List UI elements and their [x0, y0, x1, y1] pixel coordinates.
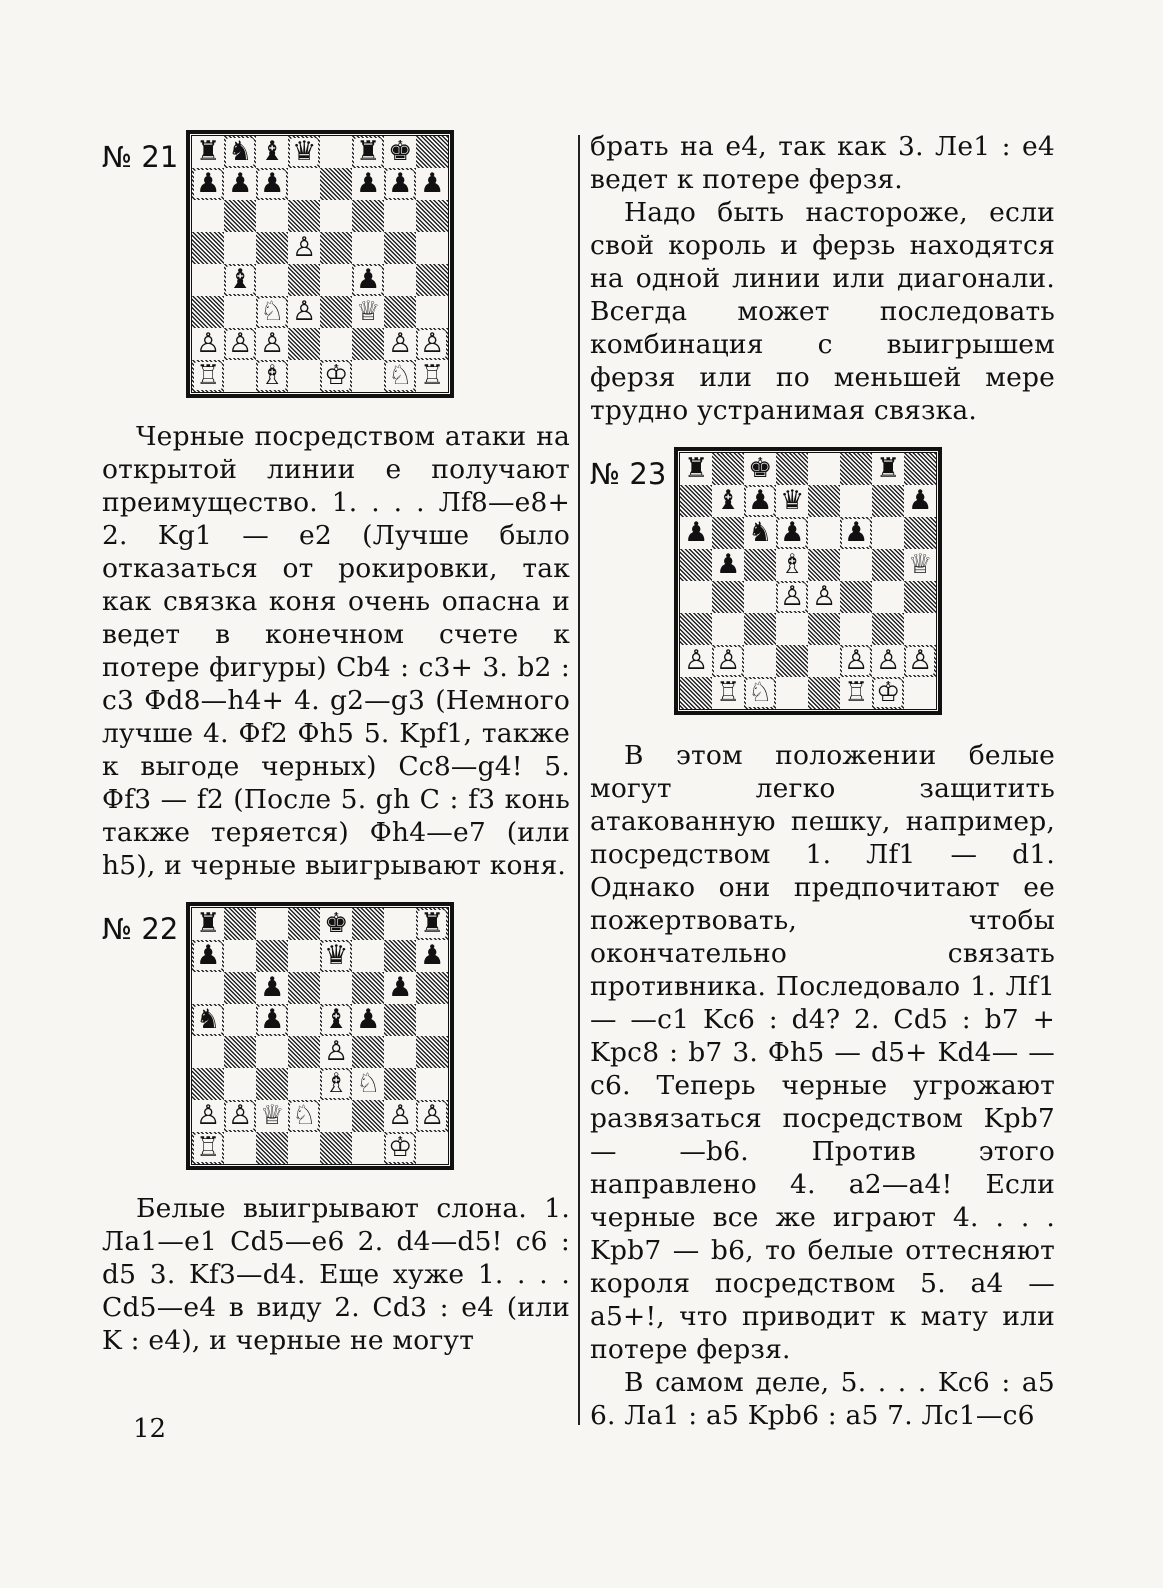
board-square — [680, 517, 712, 549]
white-pawn-icon: ♙ — [876, 645, 901, 676]
board-square — [416, 296, 448, 328]
board-square — [872, 549, 904, 581]
board-square — [192, 200, 224, 232]
black-queen-icon: ♛ — [292, 136, 317, 167]
left-column — [102, 130, 570, 1357]
board-square — [352, 1068, 384, 1100]
black-rook-icon: ♜ — [356, 136, 381, 167]
board-square — [224, 1132, 256, 1164]
black-rook-icon: ♜ — [684, 453, 709, 484]
board-square — [352, 972, 384, 1004]
black-king-icon: ♚ — [324, 908, 349, 939]
board-square — [384, 328, 416, 360]
board-square — [224, 168, 256, 200]
white-pawn-icon: ♙ — [292, 232, 317, 263]
board-square — [288, 264, 320, 296]
black-pawn-icon: ♟ — [356, 168, 381, 199]
diagram-22-label: № 22 — [102, 912, 179, 946]
board-square — [256, 328, 288, 360]
board-square — [384, 1004, 416, 1036]
board-square — [744, 613, 776, 645]
board-square — [320, 972, 352, 1004]
chessboard-23-frame — [674, 447, 942, 715]
black-pawn-icon: ♟ — [356, 1004, 381, 1035]
diagram-22 — [102, 902, 570, 1170]
continuation-paragraph: брать на e4, так как 3. Лe1 : e4 ведет к потере ферзя. — [590, 131, 1055, 195]
black-pawn-icon: ♟ — [228, 168, 253, 199]
board-square — [352, 200, 384, 232]
board-square — [256, 360, 288, 392]
board-square — [224, 296, 256, 328]
board-square — [320, 136, 352, 168]
board-square — [352, 296, 384, 328]
board-square — [320, 168, 352, 200]
board-square — [416, 1068, 448, 1100]
board-square — [192, 1036, 224, 1068]
board-square — [872, 677, 904, 709]
board-square — [352, 908, 384, 940]
board-square — [384, 1068, 416, 1100]
black-pawn-icon: ♟ — [780, 517, 805, 548]
board-square — [416, 1036, 448, 1068]
board-square — [416, 200, 448, 232]
board-square — [680, 549, 712, 581]
black-pawn-icon: ♟ — [748, 485, 773, 516]
board-square — [224, 360, 256, 392]
board-square — [352, 1004, 384, 1036]
board-square — [192, 264, 224, 296]
board-square — [744, 677, 776, 709]
board-square — [808, 645, 840, 677]
board-square — [840, 581, 872, 613]
board-square — [288, 972, 320, 1004]
board-square — [256, 232, 288, 264]
board-square — [416, 136, 448, 168]
white-pawn-icon: ♙ — [684, 645, 709, 676]
board-square — [192, 1132, 224, 1164]
board-square — [840, 613, 872, 645]
board-square — [384, 232, 416, 264]
board-square — [776, 581, 808, 613]
board-square — [680, 613, 712, 645]
board-square — [224, 972, 256, 1004]
chessboard-22-frame — [186, 902, 454, 1170]
board-square — [416, 168, 448, 200]
board-square — [904, 549, 936, 581]
white-pawn-icon: ♙ — [844, 645, 869, 676]
white-pawn-icon: ♙ — [196, 1100, 221, 1131]
white-king-icon: ♔ — [324, 360, 349, 391]
board-square — [384, 1132, 416, 1164]
board-square — [192, 136, 224, 168]
white-rook-icon: ♖ — [196, 360, 221, 391]
board-square — [352, 264, 384, 296]
board-square — [776, 645, 808, 677]
diagram-23-label: № 23 — [590, 457, 667, 491]
board-square — [288, 940, 320, 972]
white-rook-icon: ♖ — [716, 677, 741, 708]
board-square — [320, 1100, 352, 1132]
board-square — [320, 200, 352, 232]
board-square — [320, 908, 352, 940]
board-square — [224, 1036, 256, 1068]
black-pawn-icon: ♟ — [684, 517, 709, 548]
board-square — [288, 1036, 320, 1068]
white-pawn-icon: ♙ — [388, 328, 413, 359]
board-square — [384, 908, 416, 940]
white-pawn-icon: ♙ — [228, 1100, 253, 1131]
white-knight-icon: ♘ — [356, 1068, 381, 1099]
board-square — [320, 1068, 352, 1100]
black-pawn-icon: ♟ — [196, 940, 221, 971]
white-pawn-icon: ♙ — [908, 645, 933, 676]
black-bishop-icon: ♝ — [228, 264, 253, 295]
white-rook-icon: ♖ — [844, 677, 869, 708]
white-queen-icon: ♕ — [356, 296, 381, 327]
board-square — [352, 1100, 384, 1132]
board-square — [808, 581, 840, 613]
white-knight-icon: ♘ — [260, 296, 285, 327]
board-square — [712, 613, 744, 645]
board-square — [192, 1004, 224, 1036]
board-square — [808, 549, 840, 581]
board-square — [712, 485, 744, 517]
board-square — [288, 1100, 320, 1132]
board-square — [840, 645, 872, 677]
board-square — [808, 613, 840, 645]
black-pawn-icon: ♟ — [908, 485, 933, 516]
board-square — [288, 1004, 320, 1036]
board-square — [872, 613, 904, 645]
board-square — [320, 296, 352, 328]
board-square — [712, 645, 744, 677]
board-square — [192, 328, 224, 360]
black-rook-icon: ♜ — [196, 908, 221, 939]
white-pawn-icon: ♙ — [260, 328, 285, 359]
white-pawn-icon: ♙ — [388, 1100, 413, 1131]
page-number: 12 — [133, 1414, 167, 1444]
black-rook-icon: ♜ — [420, 908, 445, 939]
white-bishop-icon: ♗ — [260, 360, 285, 391]
black-bishop-icon: ♝ — [716, 485, 741, 516]
commentary-21: Черные посредством атаки на открытой линии e получают преимущество. 1. . . . Лf8—e8+ 2. Kg1 — e2 (Лучше было отказаться от рокировки, так как связка коня очень опасна и ведет в конечном счете к потере фигуры) Cb4 : c3+ 3. b2 : c3 Фd8—h4+ 4. g2—g3 (Немного лучше 4. Фf2 Фh5 5. Kpf1, также к выгоде черных) Cc8—g4! 5. Фf3 — f2 (После 5. gh C : f3 конь также теряется) Фh4—e7 (или h5), и черные выигрывают коня. — [102, 421, 570, 881]
board-square — [840, 549, 872, 581]
white-pawn-icon: ♙ — [228, 328, 253, 359]
board-square — [224, 1068, 256, 1100]
board-square — [192, 908, 224, 940]
board-square — [384, 972, 416, 1004]
black-rook-icon: ♜ — [876, 453, 901, 484]
black-bishop-icon: ♝ — [324, 1004, 349, 1035]
board-square — [744, 517, 776, 549]
white-queen-icon: ♕ — [260, 1100, 285, 1131]
board-square — [256, 908, 288, 940]
board-square — [384, 136, 416, 168]
board-square — [320, 232, 352, 264]
board-square — [904, 677, 936, 709]
board-square — [680, 581, 712, 613]
board-square — [224, 328, 256, 360]
board-square — [288, 168, 320, 200]
board-square — [320, 940, 352, 972]
board-square — [384, 940, 416, 972]
board-square — [192, 1100, 224, 1132]
board-square — [288, 908, 320, 940]
board-square — [352, 328, 384, 360]
board-square — [776, 549, 808, 581]
board-square — [320, 264, 352, 296]
black-rook-icon: ♜ — [196, 136, 221, 167]
board-square — [712, 677, 744, 709]
board-square — [384, 168, 416, 200]
white-king-icon: ♔ — [388, 1132, 413, 1163]
board-square — [744, 645, 776, 677]
black-king-icon: ♚ — [748, 453, 773, 484]
board-square — [352, 1132, 384, 1164]
board-square — [416, 1100, 448, 1132]
white-pawn-icon: ♙ — [292, 296, 317, 327]
board-square — [192, 360, 224, 392]
white-queen-icon: ♕ — [908, 549, 933, 580]
right-column — [590, 130, 1055, 1432]
black-pawn-icon: ♟ — [260, 168, 285, 199]
board-square — [680, 485, 712, 517]
board-square — [256, 264, 288, 296]
board-square — [712, 517, 744, 549]
board-square — [224, 136, 256, 168]
board-square — [872, 581, 904, 613]
board-square — [904, 645, 936, 677]
board-square — [712, 549, 744, 581]
commentary-23: В этом положении белые могут легко защитить атакованную пешку, например, посредством 1. Лf1 — d1. Однако они предпочитают ее пожертвовать, чтобы окончательно связать противника. Последовало 1. Лf1— —c1 Kc6 : d4? 2. Cd5 : b7 + Kpc8 : b7 3. Фh5 — d5+ Kd4— —c6. Теперь черные угрожают развязаться посредством Kpb7— —b6. Против этого направлено 4. a2—a4! Если черные все же играют 4. . . . Kpb7 — b6, то белые оттесняют короля посредством 5. a4 — a5+!, что приводит к мату или потере ферзя. — [590, 740, 1055, 1365]
board-square — [192, 972, 224, 1004]
black-knight-icon: ♞ — [196, 1004, 221, 1035]
board-square — [256, 1132, 288, 1164]
board-square — [384, 200, 416, 232]
white-pawn-icon: ♙ — [196, 328, 221, 359]
board-square — [288, 296, 320, 328]
board-square — [256, 200, 288, 232]
black-pawn-icon: ♟ — [260, 1004, 285, 1035]
board-square — [904, 517, 936, 549]
board-square — [352, 168, 384, 200]
board-square — [192, 232, 224, 264]
white-rook-icon: ♖ — [196, 1132, 221, 1163]
black-pawn-icon: ♟ — [388, 168, 413, 199]
board-square — [224, 232, 256, 264]
white-pawn-icon: ♙ — [716, 645, 741, 676]
board-square — [776, 453, 808, 485]
board-square — [288, 136, 320, 168]
diagram-23 — [590, 447, 1055, 715]
board-square — [808, 453, 840, 485]
board-square — [840, 453, 872, 485]
board-square — [192, 940, 224, 972]
board-square — [384, 264, 416, 296]
board-square — [904, 613, 936, 645]
white-bishop-icon: ♗ — [324, 1068, 349, 1099]
board-square — [192, 296, 224, 328]
white-knight-icon: ♘ — [388, 360, 413, 391]
commentary-23-continued: В самом деле, 5. . . . Kc6 : a5 6. Лa1 : a5 Kpb6 : a5 7. Лc1—c6 — [590, 1367, 1055, 1431]
board-square — [744, 581, 776, 613]
white-pawn-icon: ♙ — [324, 1036, 349, 1067]
board-square — [776, 517, 808, 549]
white-bishop-icon: ♗ — [780, 549, 805, 580]
board-square — [352, 232, 384, 264]
board-square — [416, 908, 448, 940]
board-square — [320, 1132, 352, 1164]
board-square — [808, 485, 840, 517]
board-square — [416, 264, 448, 296]
board-square — [192, 1068, 224, 1100]
board-square — [712, 581, 744, 613]
board-square — [416, 972, 448, 1004]
column-divider — [578, 135, 580, 1425]
black-pawn-icon: ♟ — [716, 549, 741, 580]
board-square — [416, 1004, 448, 1036]
board-square — [288, 360, 320, 392]
board-square — [416, 232, 448, 264]
board-square — [256, 1036, 288, 1068]
board-square — [256, 940, 288, 972]
white-pawn-icon: ♙ — [420, 1100, 445, 1131]
board-square — [776, 485, 808, 517]
black-queen-icon: ♛ — [324, 940, 349, 971]
black-king-icon: ♚ — [388, 136, 413, 167]
board-square — [352, 136, 384, 168]
black-pawn-icon: ♟ — [388, 972, 413, 1003]
board-square — [288, 232, 320, 264]
board-square — [744, 485, 776, 517]
board-square — [224, 1004, 256, 1036]
board-square — [224, 200, 256, 232]
board-square — [320, 360, 352, 392]
board-square — [224, 908, 256, 940]
board-square — [680, 645, 712, 677]
white-knight-icon: ♘ — [748, 677, 773, 708]
board-square — [840, 677, 872, 709]
board-square — [776, 613, 808, 645]
chessboard-21 — [191, 135, 449, 393]
board-square — [256, 1100, 288, 1132]
board-square — [384, 1036, 416, 1068]
board-square — [680, 453, 712, 485]
board-square — [256, 1004, 288, 1036]
board-square — [416, 360, 448, 392]
white-pawn-icon: ♙ — [420, 328, 445, 359]
commentary-22: Белые выигрывают слона. 1. Лa1—e1 Cd5—e6 2. d4—d5! c6 : d5 3. Kf3—d4. Еще хуже 1. . . . Cd5—e4 в виду 2. Cd3 : e4 (или K : e4), и черные не могут — [102, 1193, 570, 1356]
board-square — [904, 581, 936, 613]
board-square — [256, 296, 288, 328]
board-square — [192, 168, 224, 200]
white-knight-icon: ♘ — [292, 1100, 317, 1131]
diagram-21-label: № 21 — [102, 140, 179, 174]
board-square — [384, 360, 416, 392]
black-queen-icon: ♛ — [780, 485, 805, 516]
board-square — [840, 485, 872, 517]
board-square — [352, 360, 384, 392]
diagram-21 — [102, 130, 570, 398]
black-pawn-icon: ♟ — [260, 972, 285, 1003]
black-bishop-icon: ♝ — [260, 136, 285, 167]
black-knight-icon: ♞ — [228, 136, 253, 167]
board-square — [224, 1100, 256, 1132]
board-square — [680, 677, 712, 709]
board-square — [904, 453, 936, 485]
board-square — [416, 1132, 448, 1164]
board-square — [320, 328, 352, 360]
board-square — [256, 1068, 288, 1100]
white-pawn-icon: ♙ — [780, 581, 805, 612]
board-square — [872, 645, 904, 677]
board-square — [224, 264, 256, 296]
white-rook-icon: ♖ — [420, 360, 445, 391]
white-king-icon: ♔ — [876, 677, 901, 708]
board-square — [744, 453, 776, 485]
board-square — [320, 1036, 352, 1068]
board-square — [256, 136, 288, 168]
board-square — [872, 485, 904, 517]
board-square — [224, 940, 256, 972]
board-square — [712, 453, 744, 485]
board-square — [352, 940, 384, 972]
black-knight-icon: ♞ — [748, 517, 773, 548]
board-square — [256, 168, 288, 200]
board-square — [384, 296, 416, 328]
board-square — [288, 1132, 320, 1164]
white-pawn-icon: ♙ — [812, 581, 837, 612]
board-square — [808, 517, 840, 549]
board-square — [288, 200, 320, 232]
black-pawn-icon: ♟ — [844, 517, 869, 548]
board-square — [288, 1068, 320, 1100]
board-square — [384, 1100, 416, 1132]
board-square — [416, 328, 448, 360]
black-pawn-icon: ♟ — [356, 264, 381, 295]
board-square — [904, 485, 936, 517]
board-square — [256, 972, 288, 1004]
black-pawn-icon: ♟ — [420, 168, 445, 199]
warning-paragraph: Надо быть настороже, если свой король и ферзь находятся на одной линии или диагонали. Всегда может последовать комбинация с выигрышем ферзя или по меньшей мере трудно устранимая связка. — [590, 197, 1055, 426]
board-square — [872, 453, 904, 485]
board-square — [776, 677, 808, 709]
board-square — [288, 328, 320, 360]
board-square — [416, 940, 448, 972]
black-pawn-icon: ♟ — [196, 168, 221, 199]
chessboard-22 — [191, 907, 449, 1165]
board-square — [352, 1036, 384, 1068]
board-square — [744, 549, 776, 581]
chessboard-21-frame — [186, 130, 454, 398]
board-square — [872, 517, 904, 549]
board-square — [808, 677, 840, 709]
board-square — [840, 517, 872, 549]
board-square — [320, 1004, 352, 1036]
chessboard-23 — [679, 452, 937, 710]
black-pawn-icon: ♟ — [420, 940, 445, 971]
